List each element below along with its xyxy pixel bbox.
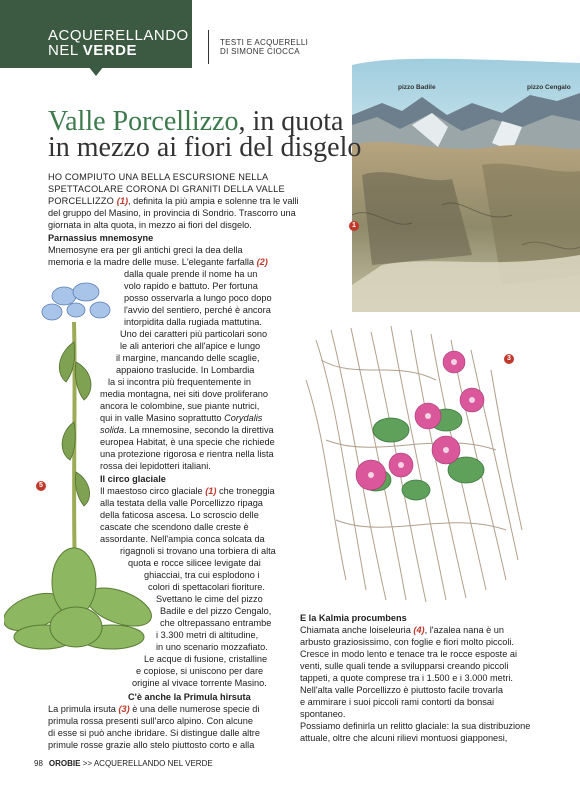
sec2-line: quota e rocce silicee levigate dai bbox=[128, 558, 261, 568]
sec4-line: Chiamata anche loiseleuria (4), l'azalea nana è un bbox=[300, 625, 505, 635]
label-pizzo-cengalo: pizzo Cengalo bbox=[527, 84, 571, 91]
sec1-line: le ali anteriori che all'apice e lungo bbox=[120, 341, 261, 351]
sec2-line: origine al vivace torrente Masino. bbox=[132, 678, 267, 688]
header-divider bbox=[208, 30, 209, 64]
sec2-line: e copiose, si uniscono per dare bbox=[136, 666, 264, 676]
intro-line-3: PORCELLIZZO (1), definita la più ampia e solenne tra le valli bbox=[48, 196, 299, 206]
sec4-line: Possiamo definirla un relitto glaciale: la sua distribuzione bbox=[300, 721, 531, 731]
magazine-name: OROBIE bbox=[48, 759, 81, 768]
figure-badge-5: 5 bbox=[36, 481, 46, 491]
sec1-line: l'avvio del sentiero, perché è ancora bbox=[124, 305, 271, 315]
intro-line-4: del gruppo del Masino, in provincia di Sondrio. Trascorro una bbox=[48, 208, 296, 218]
sec4-line: tappeti, a quote comprese tra i 1.500 e i 3.000 metri. bbox=[300, 673, 513, 683]
sec2-line: che oltrepassano entrambe bbox=[160, 618, 272, 628]
sec2-line: della faticosa ascesa. Lo scroscio delle bbox=[100, 510, 259, 520]
sec1-line: una protezione rigorosa e rientra nella lista bbox=[100, 449, 274, 459]
label-pizzo-badile: pizzo Badile bbox=[398, 84, 436, 91]
sec1-line: europea Habitat, è una specie che richiede bbox=[100, 437, 275, 447]
figure-badge-3: 3 bbox=[504, 354, 514, 364]
sec4-line: Cresce in modo lento e tenace tra le rocce esposte ai bbox=[300, 649, 518, 659]
sec2-line: ghiacciai, tra cui esplodono i bbox=[144, 570, 260, 580]
sec2-line: alla testata della valle Porcellizzo ripaga bbox=[100, 498, 263, 508]
sec2-line: rigagnoli si trovano una torbiera di alta bbox=[120, 546, 276, 556]
sec4-line: arbusto graziosissimo, con foglie e fiori molto piccoli. bbox=[300, 637, 514, 647]
sec4-line: spontaneo. bbox=[300, 709, 346, 719]
credit-line2: DI SIMONE CIOCCA bbox=[220, 47, 300, 56]
sec4-line: attuale, oltre che alcuni rilievi montuosi giapponesi, bbox=[300, 733, 508, 743]
sec2-line: i 3.300 metri di altitudine, bbox=[156, 630, 259, 640]
sec2-line: assordante. Nell'ampia conca solcata da bbox=[100, 534, 265, 544]
section-name-line1: ACQUERELLANDO bbox=[48, 27, 189, 44]
mountain-illustration bbox=[352, 55, 580, 312]
sec4-line: venti, sulle quali tende a svilupparsi creando piccoli bbox=[300, 661, 509, 671]
sec1-line: il margine, mancando delle scaglie, bbox=[116, 353, 260, 363]
intro-line-5: giornata in alta quota, in mezzo ai fiori del disgelo. bbox=[48, 220, 252, 230]
sec2-line: Le acque di fusione, cristalline bbox=[144, 654, 268, 664]
sec1-line: media montagna, nei siti dove proliferano bbox=[100, 389, 269, 399]
sec1-line: posso osservarla a lungo poco dopo bbox=[124, 293, 272, 303]
page-title-line2: in mezzo ai fiori del disgelo bbox=[48, 132, 362, 163]
page-title-line1: Valle Porcellizzo, in quota bbox=[48, 106, 344, 137]
page-number: 98 bbox=[34, 759, 43, 768]
heading-primula-hirsuta: C'è anche la Primula hirsuta bbox=[128, 692, 251, 702]
sec4-line: e ammirare i suoi piccoli rami contorti da bonsai bbox=[300, 697, 495, 707]
sec2-line: cascate che scendono dalle creste è bbox=[100, 522, 249, 532]
sec1-line: intorpidita dalla rugiada mattutina. bbox=[124, 317, 262, 327]
section-header-notch bbox=[88, 66, 104, 76]
sec2-line: Il maestoso circo glaciale (1) che troneggia bbox=[100, 486, 275, 496]
intro-line-1: HO COMPIUTO UNA BELLA ESCURSIONE NELLA bbox=[48, 172, 269, 182]
heading-parnassius: Parnassius mnemosyne bbox=[48, 233, 154, 243]
page-footer bbox=[34, 759, 213, 768]
credit-line1: TESTI E ACQUERELLI bbox=[220, 38, 309, 47]
section-name-line2: NEL VERDE bbox=[48, 42, 137, 59]
sec1-line: dalla quale prende il nome ha un bbox=[124, 269, 258, 279]
sec1-line: rossa dei lepidotteri italiani. bbox=[100, 461, 211, 471]
sec1-line: solida. La mnemosine, secondo la direttiva bbox=[100, 425, 274, 435]
sec1-line: memoria e la madre delle muse. L'elegante farfalla (2) bbox=[48, 257, 268, 267]
sec2-line: in uno scenario mozzafiato. bbox=[156, 642, 268, 652]
primula-hirsuta-illustration bbox=[296, 320, 528, 608]
sec3-line: di esse si può anche ibridare. Si distingue dalle altre bbox=[48, 728, 260, 738]
sec2-line: Svettano le cime del pizzo bbox=[156, 594, 263, 604]
sec1-line: la si incontra più frequentemente in bbox=[108, 377, 252, 387]
sec1-line: Uno dei caratteri più particolari sono bbox=[120, 329, 268, 339]
sec4-line: Nell'alta valle Porcellizzo è piuttosto facile trovarla bbox=[300, 685, 503, 695]
sec1-line: Mnemosyne era per gli antichi greci la dea della bbox=[48, 245, 243, 255]
figure-badge-1: 1 bbox=[349, 221, 359, 231]
sec3-line: La primula irsuta (3) è una delle numerose specie di bbox=[48, 704, 260, 714]
sec2-line: colori di spettacolari fioriture. bbox=[148, 582, 265, 592]
heading-circo-glaciale: Il circo glaciale bbox=[100, 474, 166, 484]
sec1-line: volo rapido e battuto. Per fortuna bbox=[124, 281, 258, 291]
footer-section: >> ACQUERELLANDO NEL VERDE bbox=[82, 759, 213, 768]
sec1-line: appaiono traslucide. In Lombardia bbox=[116, 365, 255, 375]
heading-kalmia: E la Kalmia procumbens bbox=[300, 613, 407, 623]
sec3-line: primule rosse grazie allo stelo piuttosto corto e alla bbox=[48, 740, 255, 750]
sec3-line: primula rossa presenti sull'arco alpino. Con alcune bbox=[48, 716, 254, 726]
sec1-line: ancora le colombine, sue piante nutrici, bbox=[100, 401, 260, 411]
sec2-line: Badile e del pizzo Cengalo, bbox=[160, 606, 272, 616]
intro-line-2: SPETTACOLARE CORONA DI GRANITI DELLA VALLE bbox=[48, 184, 285, 194]
sec1-line: qui in valle Masino soprattutto Corydalis bbox=[100, 413, 263, 423]
